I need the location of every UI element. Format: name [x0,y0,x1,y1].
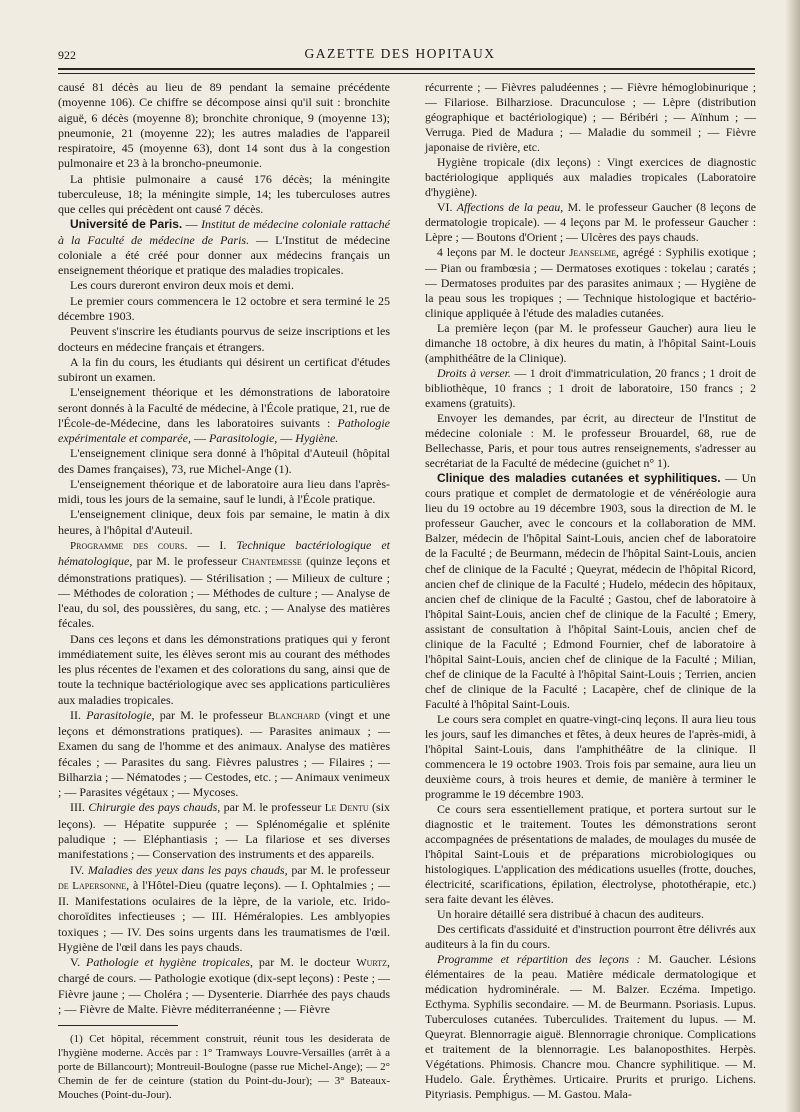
paragraph-text: 4 leçons par M. le docteur [437,245,566,260]
professor-name: Le Dentu [324,802,369,815]
institute-name: Institut de médecine coloniale rattaché à la Faculté de médecine de Paris. [58,217,391,247]
program-label: Programme et répartition des leçons : [437,951,641,966]
paragraph-text: par M. le professeur [136,554,238,569]
paragraph-text: par M. le professeur [223,800,322,815]
page-binding-shadow [786,0,800,1112]
paragraph-text: , chargé de cours. — Pathologie exotique (dix-sept leçons) : Peste ; — Fièvre jaune ; — Choléra ; — Dysenterie. Diarrhée des pays chauds ; — Fièvre de Malte. Fièvre méditerranéenne ; — Fièvre [58,955,391,1016]
paragraph [425,366,756,411]
paragraph [425,952,756,1102]
paragraph-text: (vingt et une leçons et démonstrations pratiques). — Parasites animaux ; — Examen du sang de l'homme et des animaux. Analyse des matières fécales ; — Parasites du sang. Fièvres palustres ; — Filaires ; — Bilharzia ; — Nématodes ; — Cestodes, etc. ; — Animaux venimeux ; — Parasites végétaux ; — Mycoses. [58,707,391,800]
course-title: Technique bactériologique et hématologique, [58,537,391,569]
professor-name: Jeanselme [569,247,617,260]
section-heading: Clinique des maladies cutanées et syphilitiques. [437,471,721,486]
program-label: Programme des cours. [70,539,188,552]
paragraph: Le premier cours commencera le 12 octobre et sera terminé le 25 décembre 1903. [58,293,390,323]
course-number: II. [70,707,81,722]
course-number: IV. [70,862,85,877]
course-title: Maladies des yeux dans les pays chauds, [87,862,288,877]
section-paragraph: Université de Paris. — Institut de médecine coloniale rattaché à la Faculté de médecine de Paris. — L'Institut de médecine coloniale a été créé pour donner aux médecins français un enseignement théorique et pratique des maladies tropicales. [58,217,391,278]
section-heading: Université de Paris. [70,217,183,232]
paragraph-text: par M. le docteur [258,955,351,970]
course-title: Parasitologie, [86,707,155,722]
paragraph-text: , à l'Hôtel-Dieu (quatre leçons). — I. Ophtalmies ; — II. Manifestations oculaires de la lèpre, de la variole, etc. Irido-choroïdites infectieuses ; — III. Héméralopies. Les amblyopies toxiques ; — IV. Des soins urgents dans les traumatismes de l'œil. Hygiène de l'œil dans les pays chauds. [58,877,390,954]
paragraph-text: — 1 droit d'immatriculation, 20 francs ; 1 droit de bibliothèque, 10 francs ; 1 droit de laboratoire, 150 francs ; 2 examens (gratuits). [425,366,756,411]
section-paragraph [425,471,756,711]
page-number: 922 [58,48,76,62]
paragraph: récurrente ; — Fièvres paludéennes ; — Fièvre hémoglobinurique ; — Filariose. Bilharziose. Dracunculose ; — Lèpre (distribution géographique et bactériologique) ; — Béribéri ; — Aïnhum ; — Verruga. Pied de Madura ; — Maladie du sommeil ; — Fièvre japonaise de rivière, etc. [425,80,756,155]
paragraph-text: — Un cours pratique et complet de dermatologie et de vénéréologie aura lieu du 19 octobre au 19 décembre 1903, sous la direction de M. le professeur Gaucher, avec le concours et la collaboration de MM. Balzer, médecin de l'hôpital Saint-Louis, ancien chef de laboratoire de la Faculté ; de Beurmann, médecin de l'hôpital Saint-Louis, ancien chef de clinique de la Faculté ; Queyrat, médecin de l'hôpital Ricord, ancien chef de clinique de la Faculté ; Hudelo, médecin des hôpitaux, ancien chef de clinique de la Faculté ; Gastou, chef de laboratoire à l'hôpital Saint-Louis, ancien chef de clinique de la Faculté ; Emery, assistant de consultation à l'hôpital Saint-Louis, ancien chef de clinique de la Faculté ; Edmond Fournier, chef de laboratoire à l'hôpital Saint-Louis, ancien chef de clinique de la Faculté ; Milian, chef de clinique de la Faculté à l'hôpital Saint-Louis ; Terrien, ancien chef de clinique de la Faculté ; Lacapère, chef de clinique de la Faculté à l'hôpital Saint-Louis. [425,471,757,711]
course-title: Affections de la peau, [456,200,564,215]
course-title: Pathologie et hygiène tropicales, [86,955,253,970]
paragraph: Ce cours sera essentiellement pratique, et portera surtout sur le diagnostic et le traitement. Toutes les démonstrations seront accompagnées de présentations de malades, de moulages du musée de l'hôpital Saint-Louis et de préparations microbiologiques ou histologiques. L'application des médications usuelles (frotte, douches, électricité, scarifications, épilation, électrolyse, photothérapie, etc.) sera faite devant les élèves. [425,801,756,906]
lab-name: Parasitologie, [208,431,278,446]
header-rule-thin [58,73,755,74]
paragraph: L'enseignement théorique et de laboratoire aura lieu dans l'après-midi, tous les jours de la semaine, sauf le lundi, à l'École pratique. [58,476,390,507]
paragraph: L'enseignement clinique, deux fois par semaine, le matin à dix heures, à l'hôpital d'Auteuil. [58,507,390,537]
course-number: V. [70,955,81,970]
paragraph: Peuvent s'inscrire les étudiants pourvus de seize inscriptions et les docteurs en médecine français et étrangers. [58,324,390,354]
professor-name: Blanchard [268,709,320,722]
lab-name: Pathologie expérimentale et comparée, [58,415,391,446]
paragraph-text: par M. le professeur [159,707,263,722]
fees-label: Droits à verser. [437,366,511,381]
paragraph-text: M. le professeur Gaucher (8 leçons de dermatologie tropicale). — 4 leçons par M. le professeur Gaucher : Lèpre ; — Boutons d'Orient ; — Ulcères des pays chauds. [425,200,756,245]
paragraph: Des certificats d'assiduité et d'instruction pourront être délivrés aux auditeurs à la fin du cours. [425,921,756,951]
footnote: (1) Cet hôpital, récemment construit, réunit tous les desiderata de l'hygiène moderne. Accès par : 1° Tramways Louvre-Versailles (arrêt à a porte de Billancourt); Montreuil-Boulogne (passe rue Michel-Ange); — 2° Chemin de fer de ceinture (station du Point-du-Jour); — 3° Bateaux-Mouches (Point-du-Jour). [58,1033,390,1102]
paragraph [425,245,756,321]
course-item [58,708,390,801]
journal-title: GAZETTE DES HOPITAUX [304,46,496,61]
paragraph: Le cours sera complet en quatre-vingt-cinq leçons. Il aura lieu tous les jours, sauf les dimanches et fêtes, à deux heures de l'après-midi, à l'hôpital Saint-Louis, dans l'amphithéâtre de la clinique. Il commencera le 19 octobre 1903. Trois fois par semaine, aura lieu un deuxième cours, à trois heures et demie, de manière à terminer le programme le 19 décembre 1903. [425,711,756,801]
professor-name: de Lapersonne [58,879,127,892]
paragraph-text: (six leçons). — Hépatite suppurée ; — Splénomégalie et splénite paludique ; — Eléphantiasis ; — La filariose et ses diverses manifestations ; — Conservation des instruments et des appareils. [58,800,391,862]
footnote-rule [58,1025,178,1026]
paragraph: L'enseignement clinique sera donné à l'hôpital d'Auteuil (hôpital des Dames françaises), 73, rue Michel-Ange (1). [58,446,390,476]
lab-name: Hygiène. [295,431,339,446]
professor-name: Chantemesse [241,556,302,569]
paragraph-text: par M. le professeur [291,862,391,877]
course-number: I. [219,537,227,552]
header-rule-thick [58,68,755,70]
course-item: Programme des cours. — I. Technique bactériologique et hématologique, par M. le professeur Chantemesse (quinze leçons et démonstrations pratiques). — Stérilisation ; — Milieux de culture ; — Méthodes de coloration ; — Méthodes de culture ; — Analyse de l'eau, du sol, des poussières, du sang, etc. ; — Analyse des matières fécales. [58,537,391,631]
course-item [425,200,756,245]
course-item [58,955,390,1017]
paragraph: L'enseignement théorique et les démonstrations de laboratoire seront donnés à la Faculté de médecine, à l'École pratique, 21, rue de l'École-de-Médecine, dans les laboratoires suivants : Pathologie expérimentale et comparée, — Parasitologie, — Hygiène. [58,385,391,446]
course-item [58,863,390,956]
paragraph-text: L'enseignement théorique et les démonstrations de laboratoire seront donnés à la Faculté de médecine, à l'École pratique, 21, rue de l'École-de-Médecine, dans les laboratoires suivants : [58,385,390,430]
paragraph-text: M. Gaucher. Lésions élémentaires de la peau. Matière médicale dermatologique et médication hydrominérale. — M. Balzer. Eczéma. Impetigo. Ecthyma. Syphilis secondaire. — M. de Beurmann. Psoriasis. Lupus. Tuberculoses cutanées. Tuberculides. Traitement du lupus. — M. Queyrat. Blennorragie aiguë. Blennorragie chronique. Complications et traitement de la blennorragie. Les balanoposthites. Herpès. Végétations. Phimosis. Chancre mou. Chancre syphilitique. — M. Hudelo. Gale. Érythèmes. Urticaire. Prurits et prurigo. Lichens. Pityriasis. Pemphigus. — M. Gastou. Mala- [425,951,756,1102]
course-number: III. [70,800,85,815]
paragraph-text: L'Institut de médecine coloniale a été créé pour donner aux médecins français un enseignement théorique et pratique des maladies tropicales. [58,232,391,278]
paragraph: causé 81 décès au lieu de 89 pendant la semaine précédente (moyenne 106). Ce chiffre se décompose ainsi qu'il suit : bronchite aiguë, 6 décès (moyenne 8); bronchite chronique, 9 (moyenne 13); pneumonie, 21 (moyenne 22); les autres maladies de l'appareil respiratoire, 45 (moyenne 63), dont 14 sont dus à la congestion pulmonaire et 23 à la broncho-pneumonie. [58,80,390,171]
professor-name: Wurtz [356,957,388,970]
paragraph-text: , agrégé : Syphilis exotique ; — Pian ou frambœsia ; — Dermatoses exotiques : tokelau ; caratés ; — Dermatoses produites par des parasites animaux ; — Hygiène de la peau sous les tropiques ; — Technique histologique et bactério-clinique appliquée à l'étude des maladies cutanées. [425,245,756,321]
left-column [58,80,390,1102]
paragraph: Les cours dureront environ deux mois et demi. [70,278,294,293]
course-number: VI. [437,200,453,215]
course-title: Chirurgie des pays chauds, [88,800,221,815]
paragraph: Envoyer les demandes, par écrit, au directeur de l'Institut de médecine coloniale : M. le professeur Brouardel, 68, rue de Bellechasse, Paris, et pour tous autres renseignements, s'adresser au secrétariat de la Faculté de médecine (guichet n° 1). [425,411,756,471]
right-column [425,80,756,1102]
paragraph: Un horaire détaillé sera distribué à chacun des auditeurs. [437,906,704,921]
paragraph: A la fin du cours, les étudiants qui désirent un certificat d'études subiront un examen. [58,354,390,385]
paragraph: La première leçon (par M. le professeur Gaucher) aura lieu le dimanche 18 octobre, à dix heures du matin, à l'hôpital Saint-Louis (amphithéâtre de la Clinique). [425,321,756,366]
paragraph: La phtisie pulmonaire a causé 176 décès; la méningite tuberculeuse, 18; la méningite simple, 14; les tuberculoses autres que celles qui précèdent ont causé 7 décès. [58,171,390,217]
paragraph: Hygiène tropicale (dix leçons) : Vingt exercices de diagnostic bactériologique appliqués aux maladies tropicales (Laboratoire d'hygiène). [425,155,756,200]
paragraph: Dans ces leçons et dans les démonstrations pratiques qui y feront immédiatement suite, les élèves seront mis au courant des méthodes les plus récentes de l'examen et des colorations du sang, ainsi que de toute la technique bactériologique avec ses applications particulières aux maladies tropicales. [58,631,390,707]
paragraph-text: (quinze leçons et démonstrations pratiques). — Stérilisation ; — Milieux de culture ; — Méthodes de coloration ; — Méthodes de culture ; — Analyse de l'eau, du sol, des poussières, du sang, etc. ; — Analyse des matières fécales. [58,554,390,631]
course-item [58,800,390,862]
